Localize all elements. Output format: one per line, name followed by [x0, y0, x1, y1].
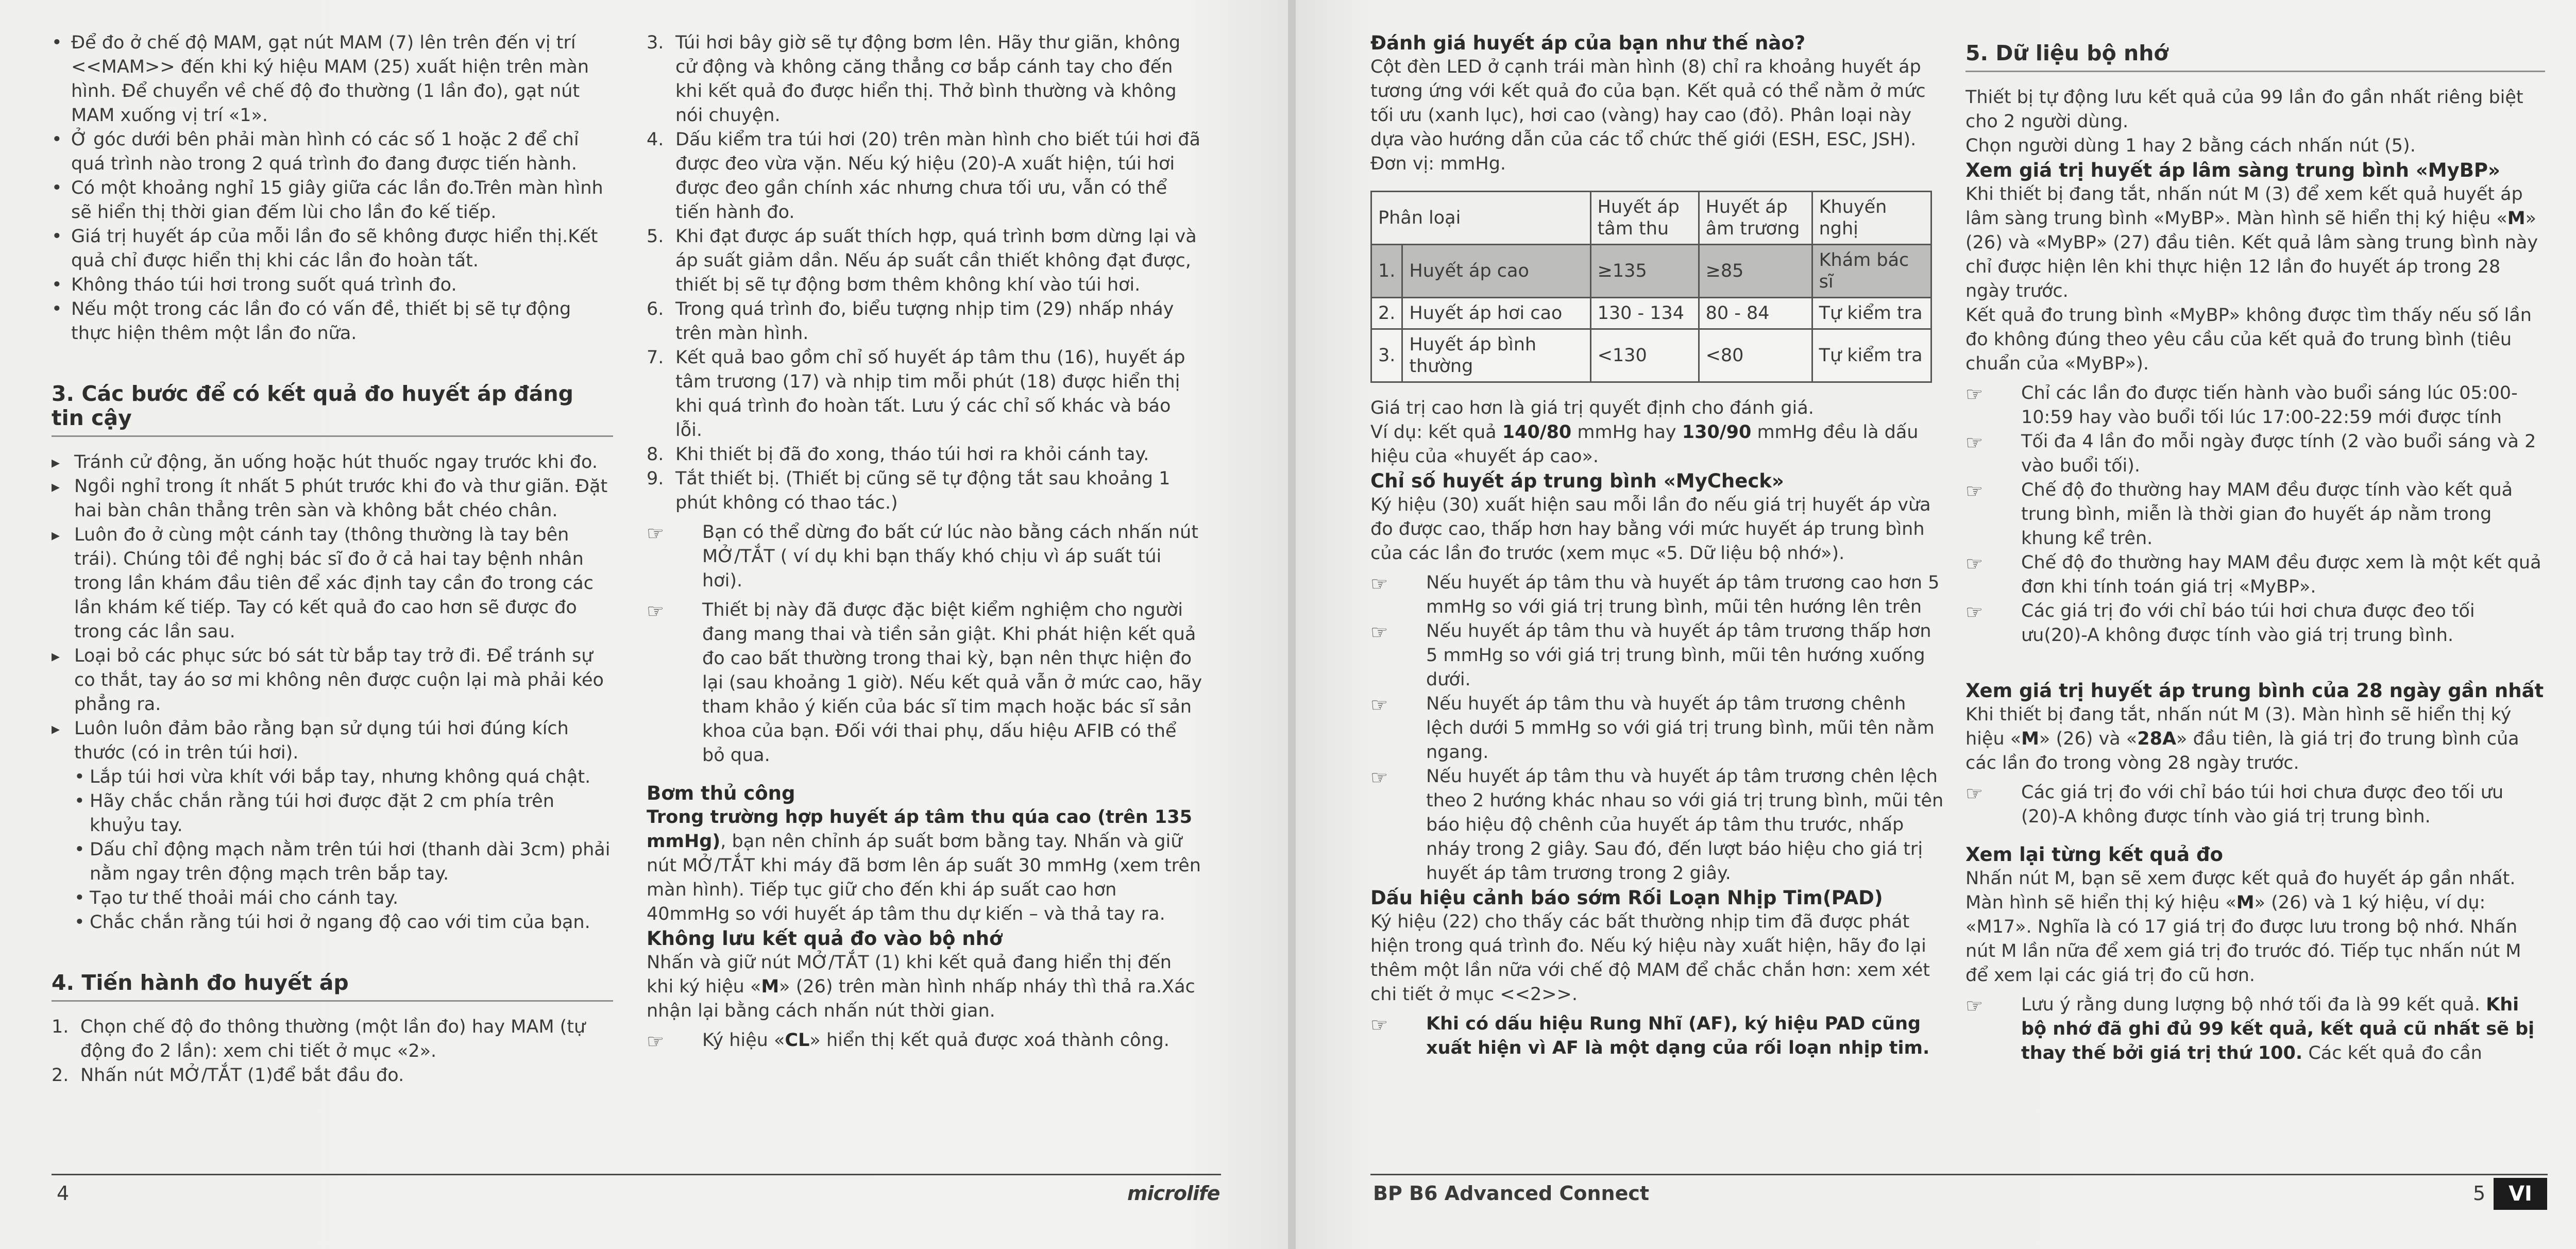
text-fragment: » (26) trên màn hình nhấp nháy thì thả ra.Xác nhận lại bằng cách nhấn nút thời gian. — [647, 976, 1195, 1021]
step-number: 5. — [647, 226, 664, 247]
pad-text: Ký hiệu (22) cho thấy các bất thường nhịp tim đã được phát hiện trong quá trình đo. Nếu ký hiệu này xuất hiện, hãy đo lại thêm một lần nữa với chế độ MAM để chắc chắn hơn: xem xét chi tiết ở mục <<2>>. — [1370, 912, 1930, 1005]
right-page-column-2 — [1965, 31, 2545, 1066]
avg28-text — [1965, 703, 2545, 775]
pointing-hand-icon: ☞ — [647, 1030, 665, 1053]
step-number: 1. — [52, 1017, 69, 1037]
pointing-hand-icon: ☞ — [1965, 782, 1984, 805]
note-text: Nếu huyết áp tâm thu và huyết áp tâm trương chên lệch theo 2 hướng khác nhau so với giá trị trung bình, mũi tên báo hiệu độ chênh của huyết áp tâm thu trước, nhấp nháy trong 2 giây. Sau đó, đến lượt báo hiệu cho giá trị huyết áp tâm trương trong 2 giây. — [1426, 766, 1944, 884]
section-5-title: 5. Dữ liệu bộ nhớ — [1965, 41, 2545, 72]
clear-note — [647, 1028, 1203, 1053]
list-item — [647, 297, 1203, 346]
list-item: • Dấu chỉ động mạch nằm trên túi hơi (thanh dài 3cm) phải nằm ngay trên động mạch trên bắp tay. — [74, 838, 613, 886]
no-save-title: Không lưu kết quả đo vào bộ nhớ — [647, 927, 1003, 950]
table-header: Huyết áp tâm thu — [1590, 192, 1699, 245]
pad-title: Dấu hiệu cảnh báo sớm Rối Loạn Nhịp Tim(PAD) — [1370, 887, 1883, 909]
table-cell: 80 - 84 — [1699, 298, 1812, 329]
mycheck-note — [1370, 765, 1947, 886]
list-item: ▸ Tránh cử động, ăn uống hoặc hút thuốc ngay trước khi đo. — [52, 450, 613, 475]
table-cell: Tự kiểm tra — [1812, 329, 1931, 382]
table-cell: Huyết áp hơi cao — [1402, 298, 1590, 329]
list-item — [647, 31, 1203, 128]
list-item — [647, 225, 1203, 297]
step-number: 8. — [647, 444, 664, 465]
measurement-steps — [647, 31, 1203, 515]
cl-symbol: CL — [785, 1030, 810, 1051]
text-fragment: » (26) và «MyBP» (27) đầu tiên. Kết quả lâm sàng trung bình này chỉ được hiện lên khi thực hiện 12 lần đo huyết áp trong 28 ngày trước. — [1965, 208, 2538, 301]
footer-divider — [52, 1174, 1221, 1175]
text-fragment: mmHg hay — [1571, 422, 1682, 443]
table-cell: Huyết áp cao — [1402, 245, 1590, 298]
avg28-title: Xem giá trị huyết áp trung bình của 28 ngày gần nhất — [1965, 680, 2544, 702]
page-number: 5 — [2473, 1182, 2486, 1205]
table-header: Huyết áp âm trương — [1699, 192, 1812, 245]
step-text: Khi đạt được áp suất thích hợp, quá trình bơm dừng lại và áp suất giảm dần. Nếu áp suất cần thiết không đạt được, thiết bị sẽ tự động bơm thêm không khí vào túi hơi. — [675, 226, 1197, 295]
list-item: ▸ Loại bỏ các phục sức bó sát từ bắp tay trở đi. Để tránh sự co thắt, tay áo sơ mi không nên được cuộn lại mà phải kéo phẳng ra. — [52, 644, 613, 717]
list-item — [647, 128, 1203, 225]
manual-inflation-body: , bạn nên chỉnh áp suất bơm bằng tay. Nhấn và giữ nút MỞ/TẮT khi máy đã bơm lên áp suất 30 mmHg (xem trên màn hình). Tiếp tục giữ cho đến khi áp suất cao hơn 40mmHg so với huyết áp tâm thu dự kiến – và thả tay ra. — [647, 831, 1201, 924]
step-number: 4. — [647, 129, 664, 150]
list-item: • Chắc chắn rằng túi hơi ở ngang độ cao với tim của bạn. — [74, 910, 613, 935]
list-item — [52, 1015, 613, 1064]
note-text: Chỉ các lần đo được tiến hành vào buổi sáng lúc 05:00-10:59 hay vào buổi tối lúc 17:00-22:59 mới được tính — [2021, 383, 2518, 428]
list-item: • Ở góc dưới bên phải màn hình có các số 1 hoặc 2 để chỉ quá trình nào trong 2 quá trình đo đang được tiến hành. — [52, 128, 613, 176]
right-page — [1296, 0, 2576, 1249]
left-page-column-2 — [647, 31, 1203, 1053]
step-text: Dấu kiểm tra túi hơi (20) trên màn hình cho biết túi hơi đã được đeo vừa vặn. Nếu ký hiệu (20)-A xuất hiện, túi hơi được đeo gần chính xác nhưng chưa tối ưu, vẫn có thể tiến hành đo. — [675, 129, 1200, 223]
table-cell: ≥135 — [1590, 245, 1699, 298]
table-cell: <80 — [1699, 329, 1812, 382]
list-item — [647, 467, 1203, 515]
text-fragment: Nhấn nút M, bạn sẽ xem được kết quả đo huyết áp gần nhất. Màn hình sẽ hiển thị ký hiệu « — [1965, 868, 2516, 913]
table-cell: 130 - 134 — [1590, 298, 1699, 329]
table-row — [1371, 298, 1931, 329]
mycheck-note — [1370, 692, 1947, 765]
pointing-hand-icon: ☞ — [1370, 572, 1388, 595]
mybp-text — [1965, 182, 2545, 303]
table-cell: 3. — [1371, 329, 1402, 382]
list-item: • Có một khoảng nghỉ 15 giây giữa các lần đo.Trên màn hình sẽ hiển thị thời gian đếm lùi cho lần đo kế tiếp. — [52, 176, 613, 225]
manual-inflation-bold: Trong trường hợp huyết áp tâm thu qúa cao (trên 135 mmHg) — [647, 807, 1192, 852]
pointing-hand-icon: ☞ — [1965, 994, 1984, 1017]
note-text: Bạn có thể dừng đo bất cứ lúc nào bằng cách nhấn nút MỞ/TẮT ( ví dụ khi bạn thấy khó chịu vì áp suất túi hơi). — [702, 522, 1198, 591]
pointing-hand-icon: ☞ — [1370, 621, 1388, 644]
pointing-hand-icon: ☞ — [1965, 383, 1984, 406]
text-fragment: Ví dụ: kết quả — [1370, 422, 1502, 443]
step-text: Khi thiết bị đã đo xong, tháo túi hơi ra khỏi cánh tay. — [675, 444, 1149, 465]
table-cell: 1. — [1371, 245, 1402, 298]
text-fragment: » đầu tiên, là giá trị đo trung bình của các lần đo trong vòng 28 ngày trước. — [1965, 729, 2519, 773]
table-header: Phân loại — [1371, 192, 1591, 245]
mybp-text-2: Kết quả đo trung bình «MyBP» không được tìm thấy nếu số lần đo không đúng theo yêu cầu của kết quả đo trung bình (tiêu chuẩn của «MyBP»). — [1965, 305, 2532, 374]
mam-bullet-list — [52, 31, 613, 346]
pointing-hand-icon: ☞ — [1965, 480, 1984, 502]
mybp-note — [1965, 478, 2545, 551]
pointing-hand-icon: ☞ — [1370, 766, 1388, 789]
mybp-note — [1965, 430, 2545, 478]
text-fragment: » (26) và « — [2039, 729, 2138, 749]
list-item: • Nếu một trong các lần đo có vấn đề, thiết bị sẽ tự động thực hiện thêm một lần đo nữa. — [52, 297, 613, 346]
list-item: • Giá trị huyết áp của mỗi lần đo sẽ không được hiển thị.Kết quả chỉ được hiển thị khi các lần đo hoàn tất. — [52, 225, 613, 273]
step-text: Kết quả bao gồm chỉ số huyết áp tâm thu (16), huyết áp tâm trương (17) và nhịp tim mỗi phút (18) được hiển thị khi quá trình đo hoàn tất. Lưu ý các chỉ số khác và báo lỗi. — [675, 347, 1185, 441]
table-row — [1371, 245, 1931, 298]
step-number: 9. — [647, 468, 664, 489]
step-number: 3. — [647, 32, 664, 53]
note-text: Các giá trị đo với chỉ báo túi hơi chưa được đeo tối ưu(20)-A không được tính vào giá trị trung bình. — [2021, 601, 2475, 646]
pointing-hand-icon: ☞ — [1965, 601, 1984, 623]
step-text: Túi hơi bây giờ sẽ tự động bơm lên. Hãy thư giãn, không cử động và không căng thẳng cơ bắp cánh tay cho đến khi kết quả đo được hiển thị. Thở bình thường và không nói chuyện. — [675, 32, 1181, 126]
note-text: Nếu huyết áp tâm thu và huyết áp tâm trương cao hơn 5 mmHg so với giá trị trung bình, mũi tên hướng lên trên — [1426, 572, 1940, 617]
manual-inflation-title: Bơm thủ công — [647, 782, 795, 804]
note-text: Nếu huyết áp tâm thu và huyết áp tâm trương chênh lệch dưới 5 mmHg so với giá trị trung bình, mũi tên nằm ngang. — [1426, 694, 1935, 763]
text-fragment: Khi thiết bị đang tắt, nhấn nút M (3) để xem kết quả huyết áp lâm sàng trung bình «MyBP». Màn hình sẽ hiển thị ký hiệu « — [1965, 184, 2523, 229]
section-3-title: 3. Các bước để có kết quả đo huyết áp đáng tin cậy — [52, 382, 613, 437]
avg28-symbol: 28A — [2137, 729, 2177, 749]
memory-m-symbol: M — [2021, 729, 2040, 749]
table-cell: Tự kiểm tra — [1812, 298, 1931, 329]
pointing-hand-icon: ☞ — [1370, 694, 1388, 716]
note-text: Thiết bị này đã được đặc biệt kiểm nghiệm cho người đang mang thai và tiền sản giật. Khi phát hiện kết quả đo cao bất thường trong thai kỳ, bạn nên thực hiện đo lại (sau khoảng 1 giờ). Nếu kết quả vẫn ở mức cao, hãy tham khảo ý kiến của bác sĩ tim mạch hoặc bác sĩ sản khoa của bạn. Đối với thai phụ, dấu hiệu AFIB có thể bỏ qua. — [702, 600, 1202, 766]
list-item: • Để đo ở chế độ MAM, gạt nút MAM (7) lên trên đến vị trí <<MAM>> đến khi ký hiệu MAM (25) xuất hiện trên màn hình. Để chuyển về chế độ đo thường (1 lần đo), gạt nút MAM xuống vị trí «1». — [52, 31, 613, 128]
table-cell: 2. — [1371, 298, 1402, 329]
mycheck-title: Chỉ số huyết áp trung bình «MyCheck» — [1370, 470, 1784, 492]
mycheck-text: Ký hiệu (30) xuất hiện sau mỗi lần đo nếu giá trị huyết áp vừa đo được cao, thấp hơn hay bằng với mức huyết áp trung bình của các lần đo trước (xem mục «5. Dữ liệu bộ nhớ»). — [1370, 495, 1931, 564]
page-number: 4 — [57, 1182, 70, 1205]
memory-warning: Khi bộ nhớ đã ghi đủ 99 kết quả, kết quả cũ nhất sẽ bị thay thế bởi giá trị thứ 100. — [2021, 994, 2535, 1064]
text-fragment: » hiển thị kết quả được xoá thành công. — [809, 1030, 1170, 1051]
table-header-row — [1371, 192, 1931, 245]
mybp-note — [1965, 551, 2545, 599]
table-cell: <130 — [1590, 329, 1699, 382]
model-name: BP B6 Advanced Connect — [1373, 1182, 1650, 1205]
memory-m-symbol: M — [761, 976, 779, 997]
list-item: ▸ Luôn luôn đảm bảo rằng bạn sử dụng túi hơi đúng kích thước (có in trên túi hơi). — [52, 717, 613, 765]
table-row — [1371, 329, 1931, 382]
table-cell: Huyết áp bình thường — [1402, 329, 1590, 382]
note-text: Khi có dấu hiệu Rung Nhĩ (AF), ký hiệu PAD cũng xuất hiện vì AF là một dạng của rối loạn nhịp tim. — [1426, 1014, 1930, 1058]
brand-logo: microlife — [1127, 1182, 1220, 1205]
pointing-hand-icon: ☞ — [1965, 431, 1984, 454]
mycheck-note — [1370, 571, 1947, 619]
right-page-column-1 — [1370, 31, 1947, 1060]
pregnancy-note — [647, 598, 1203, 768]
text-fragment: Nhấn và giữ nút MỞ/TẮT (1) khi kết quả đang hiển thị đến khi ký hiệu « — [647, 952, 1172, 997]
language-badge: VI — [2494, 1178, 2547, 1210]
step-text: Nhấn nút MỞ/TẮT (1)để bắt đầu đo. — [80, 1065, 404, 1086]
evaluation-title: Đánh giá huyết áp của bạn như thế nào? — [1370, 32, 1806, 54]
text-fragment: Lưu ý rằng dung lượng bộ nhớ tối đa là 99 kết quả. — [2021, 994, 2486, 1015]
pointing-hand-icon: ☞ — [1965, 552, 1984, 575]
section-5-text-2: Chọn người dùng 1 hay 2 bằng cách nhấn nút (5). — [1965, 136, 2416, 156]
table-cell: Khám bác sĩ — [1812, 245, 1931, 298]
text-fragment: mmHg đều là dấu hiệu của «huyết áp cao». — [1370, 422, 1919, 467]
step-number: 6. — [647, 299, 664, 319]
pointing-hand-icon: ☞ — [647, 600, 665, 622]
list-item: • Tạo tư thế thoải mái cho cánh tay. — [74, 886, 613, 910]
table-header: Khuyến nghị — [1812, 192, 1931, 245]
text-fragment: Khi thiết bị đang tắt, nhấn nút M (3). Màn hình sẽ hiển thị ký hiệu « — [1965, 704, 2512, 749]
note-text — [2021, 994, 2534, 1064]
example-text — [1370, 420, 1947, 469]
step-number: 2. — [52, 1065, 69, 1086]
no-save-text — [647, 951, 1203, 1023]
mybp-title: Xem giá trị huyết áp lâm sàng trung bình «MyBP» — [1965, 159, 2500, 181]
pointing-hand-icon: ☞ — [647, 522, 665, 545]
text-fragment: Các kết quả đo cần — [2302, 1043, 2482, 1064]
list-item: ▸ Luôn đo ở cùng một cánh tay (thông thường là tay bên trái). Chúng tôi đề nghị bác sĩ đo ở cả hai tay bệnh nhân trong lần khám đầu tiên để xác định tay cần đo trong các lần khám kế tiếp. Tay có kết quả đo cao hơn sẽ được đo trong các lần sau. — [52, 523, 613, 644]
note-text: Chế độ đo thường hay MAM đều được tính vào kết quả trung bình, miễn là thời gian đo huyết áp nằm trong khung kể trên. — [2021, 480, 2513, 549]
text-fragment: » (26) và 1 ký hiệu, ví dụ: «M17». Nghĩa là có 17 giá trị đo được lưu trong bộ nhớ. Nhấn nút M lần nữa để xem giá trị đo trước đó. Tiếp tục nhấn nút M để xem lại các giá trị đo cũ hơn. — [1965, 892, 2521, 986]
pad-note — [1370, 1012, 1947, 1060]
cuff-sub-list — [52, 765, 613, 935]
note-text — [702, 1030, 1170, 1051]
step-text: Chọn chế độ đo thông thường (một lần đo) hay MAM (tự động đo 2 lần): xem chi tiết ở mục «2». — [80, 1017, 586, 1061]
example-value: 140/80 — [1502, 422, 1572, 443]
decisive-value-text: Giá trị cao hơn là giá trị quyết định cho đánh giá. — [1370, 398, 1814, 418]
avg28-note — [1965, 781, 2545, 829]
step-text: Tắt thiết bị. (Thiết bị cũng sẽ tự động tắt sau khoảng 1 phút không có thao tác.) — [675, 468, 1171, 513]
each-result-title: Xem lại từng kết quả đo — [1965, 843, 2223, 866]
section-4-title: 4. Tiến hành đo huyết áp — [52, 971, 613, 1002]
list-item: ▸ Ngồi nghỉ trong ít nhất 5 phút trước khi đo và thư giãn. Đặt hai bàn chân thẳng trên sàn và không bắt chéo chân. — [52, 475, 613, 523]
memory-m-symbol: M — [2236, 892, 2255, 913]
mycheck-note — [1370, 619, 1947, 692]
table-cell: ≥85 — [1699, 245, 1812, 298]
list-item: • Không tháo túi hơi trong suốt quá trình đo. — [52, 273, 613, 297]
evaluation-text: Cột đèn LED ở cạnh trái màn hình (8) chỉ ra khoảng huyết áp tương ứng với kết quả đo của bạn. Kết quả có thể nằm ở mức tối ưu (xanh lục), hơi cao (vàng) hay cao (đỏ). Phân loại này dựa vào hướng dẫn của các tổ chức thế giới (ESH, ESC, JSH). Đơn vị: mmHg. — [1370, 57, 1926, 174]
each-result-text — [1965, 867, 2545, 988]
step-number: 7. — [647, 347, 664, 368]
list-item — [52, 1064, 613, 1088]
note-text: Các giá trị đo với chỉ báo túi hơi chưa được đeo tối ưu (20)-A không được tính vào giá trị trung bình. — [2021, 782, 2504, 827]
memory-capacity-note — [1965, 993, 2545, 1066]
section-5-text: Thiết bị tự động lưu kết quả của 99 lần đo gần nhất riêng biệt cho 2 người dùng. — [1965, 87, 2523, 132]
list-item: • Lắp túi hơi vừa khít với bắp tay, nhưng không quá chật. — [74, 765, 613, 789]
example-value: 130/90 — [1682, 422, 1752, 443]
note-text: Nếu huyết áp tâm thu và huyết áp tâm trương thấp hơn 5 mmHg so với giá trị trung bình, mũi tên hướng xuống dưới. — [1426, 621, 1931, 690]
stop-measurement-note — [647, 520, 1203, 593]
text-fragment: Ký hiệu « — [702, 1030, 785, 1051]
pointing-hand-icon: ☞ — [1370, 1014, 1388, 1036]
section-3-list — [52, 450, 613, 765]
note-text: Chế độ đo thường hay MAM đều được xem là một kết quả đơn khi tính toán giá trị «MyBP». — [2021, 552, 2541, 597]
list-item: • Hãy chắc chắn rằng túi hơi được đặt 2 cm phía trên khuỷu tay. — [74, 789, 613, 838]
step-text: Trong quá trình đo, biểu tượng nhịp tim (29) nhấp nháy trên màn hình. — [675, 299, 1174, 344]
footer-divider — [1370, 1174, 2548, 1175]
bp-classification-table — [1370, 191, 1932, 383]
memory-m-symbol: M — [2507, 208, 2526, 229]
mybp-note — [1965, 381, 2545, 430]
note-text: Tối đa 4 lần đo mỗi ngày được tính (2 vào buổi sáng và 2 vào buổi tối). — [2021, 431, 2536, 476]
list-item — [647, 346, 1203, 443]
left-page-column-1 — [52, 31, 613, 1088]
mybp-note — [1965, 599, 2545, 648]
section-4-steps — [52, 1015, 613, 1088]
list-item — [647, 443, 1203, 467]
manual-inflation-text — [647, 805, 1203, 926]
